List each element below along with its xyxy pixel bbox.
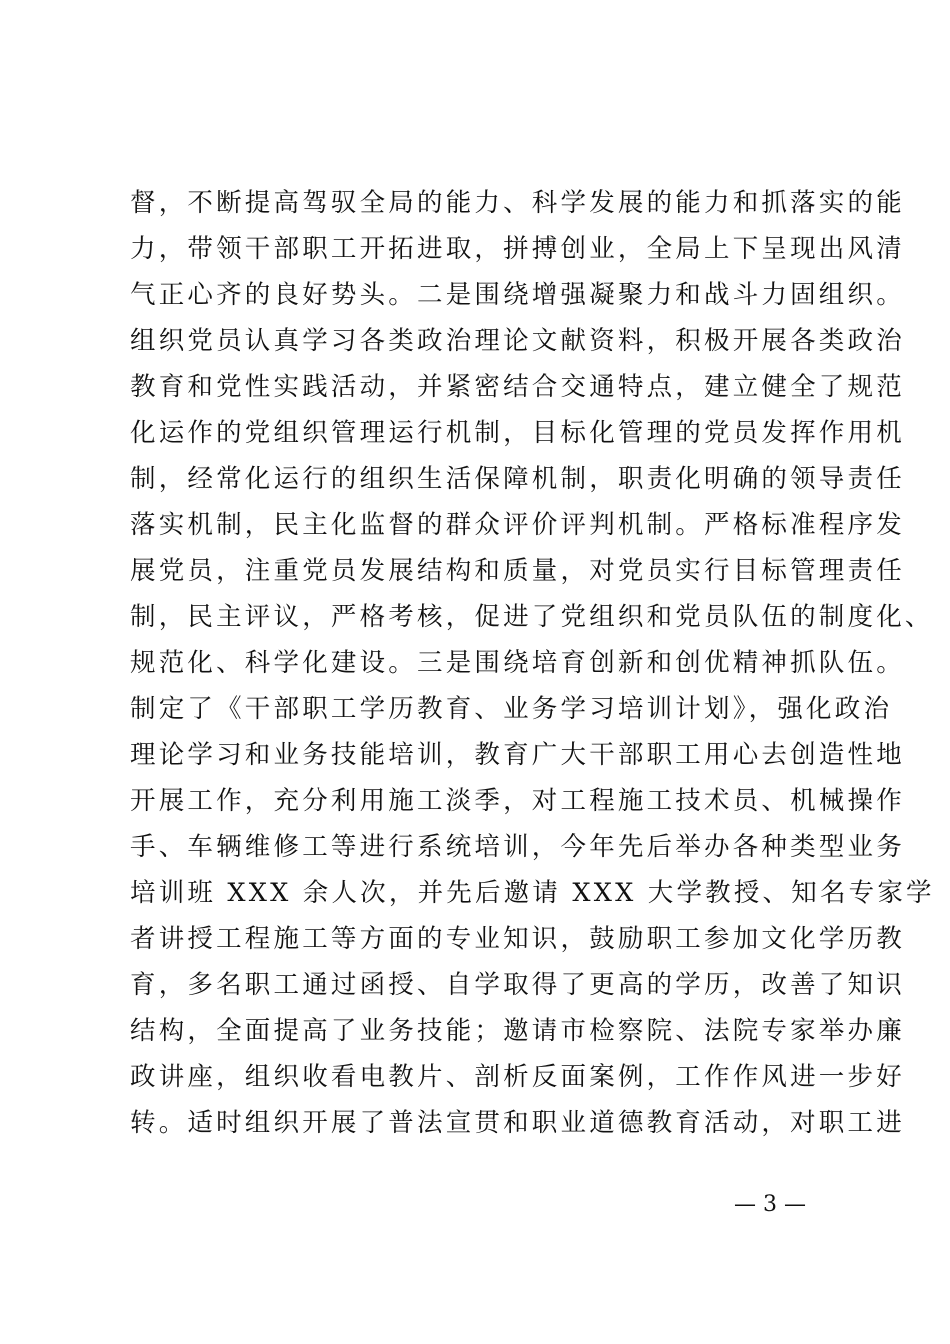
text-line-9: 展党员，注重党员发展结构和质量，对党员实行目标管理责任 (130, 556, 905, 586)
text-line-18: 育，多名职工通过函授、自学取得了更高的学历，改善了知识 (130, 970, 905, 1000)
text-line-20: 政讲座，组织收看电教片、剖析反面案例，工作作风进一步好 (130, 1062, 905, 1092)
body-text (130, 180, 935, 1146)
text-line-12: 制定了《干部职工学历教育、业务学习培训计划》，强化政治 (130, 694, 893, 724)
page-number: — 3 — (734, 1192, 806, 1217)
text-line-21: 转。适时组织开展了普法宣贯和职业道德教育活动，对职工进 (130, 1108, 905, 1138)
text-line-11: 规范化、科学化建设。三是围绕培育创新和创优精神抓队伍。 (130, 648, 905, 678)
text-line-6: 化运作的党组织管理运行机制，目标化管理的党员发挥作用机 (130, 418, 905, 448)
text-line-8: 落实机制，民主化监督的群众评价评判机制。严格标准程序发 (130, 510, 905, 540)
text-line-1: 督，不断提高驾驭全局的能力、科学发展的能力和抓落实的能 (130, 188, 905, 218)
text-line-15: 手、车辆维修工等进行系统培训，今年先后举办各种类型业务 (130, 832, 905, 862)
text-line-2: 力，带领干部职工开拓进取，拼搏创业，全局上下呈现出风清 (130, 234, 905, 264)
text-line-14: 开展工作，充分利用施工淡季，对工程施工技术员、机械操作 (130, 786, 905, 816)
text-line-13: 理论学习和业务技能培训，教育广大干部职工用心去创造性地 (130, 740, 905, 770)
text-line-5: 教育和党性实践活动，并紧密结合交通特点，建立健全了规范 (130, 372, 905, 402)
text-line-16: 培训班 XXX 余人次，并先后邀请 XXX 大学教授、知名专家学 (130, 878, 935, 908)
text-line-3: 气正心齐的良好势头。二是围绕增强凝聚力和战斗力固组织。 (130, 280, 905, 310)
text-line-4: 组织党员认真学习各类政治理论文献资料，积极开展各类政治 (130, 326, 905, 356)
text-line-10: 制，民主评议，严格考核，促进了党组织和党员队伍的制度化、 (130, 602, 934, 632)
text-line-17: 者讲授工程施工等方面的专业知识，鼓励职工参加文化学历教 (130, 924, 905, 954)
text-line-7: 制，经常化运行的组织生活保障机制，职责化明确的领导责任 (130, 464, 905, 494)
text-line-19: 结构，全面提高了业务技能；邀请市检察院、法院专家举办廉 (130, 1016, 905, 1046)
